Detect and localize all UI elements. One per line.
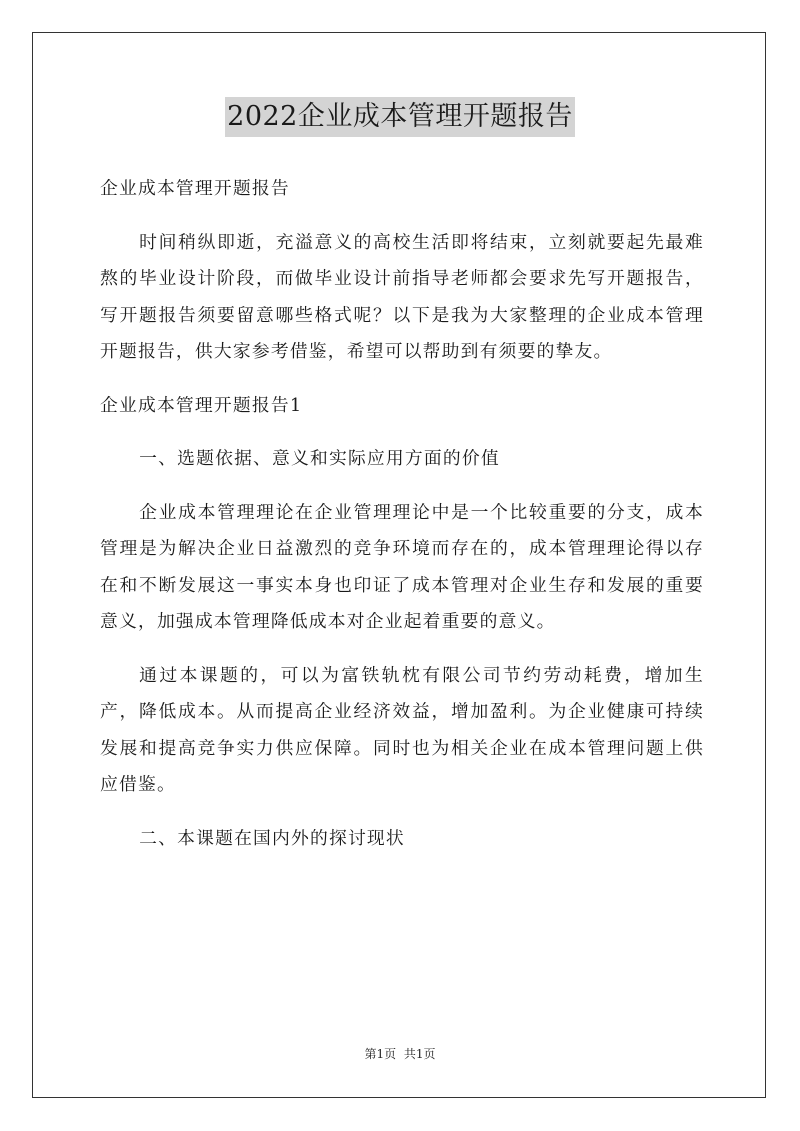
section-heading-research-status: 二、本课题在国内外的探讨现状 — [139, 827, 405, 849]
subtitle-line: 企业成本管理开题报告 — [100, 178, 290, 199]
value-paragraph: 通过本课题的，可以为富铁轨枕有限公司节约劳动耗费，增加生产，降低成本。从而提高企业经济效益，增加盈利。为企业健康可持续发展和提高竞争实力供应保障。同时也为相关企业在成本管理问题上供应借鉴。 — [100, 664, 704, 795]
intro-paragraph: 时间稍纵即逝，充溢意义的高校生活即将结束，立刻就要起先最难熬的毕业设计阶段，而做毕业设计前指导老师都会要求先写开题报告，写开题报告须要留意哪些格式呢？以下是我为大家整理的企业成本管理开题报告，供大家参考借鉴，希望可以帮助到有须要的挚友。 — [100, 231, 704, 362]
theory-paragraph: 企业成本管理理论在企业管理理论中是一个比较重要的分支，成本管理是为解决企业日益激烈的竞争环境而存在的，成本管理理论得以存在和不断发展这一事实本身也印证了成本管理对企业生存和发展的重要意义，加强成本管理降低成本对企业起着重要的意义。 — [100, 501, 704, 632]
section-heading-basis: 一、选题依据、意义和实际应用方面的价值 — [139, 448, 500, 469]
section-heading-report-1: 企业成本管理开题报告1 — [100, 394, 303, 416]
title-container — [0, 97, 800, 137]
document-title: 2022企业成本管理开题报告 — [225, 97, 575, 137]
page-footer: 第1页 共1页 — [364, 1047, 436, 1061]
document-body — [100, 171, 704, 857]
